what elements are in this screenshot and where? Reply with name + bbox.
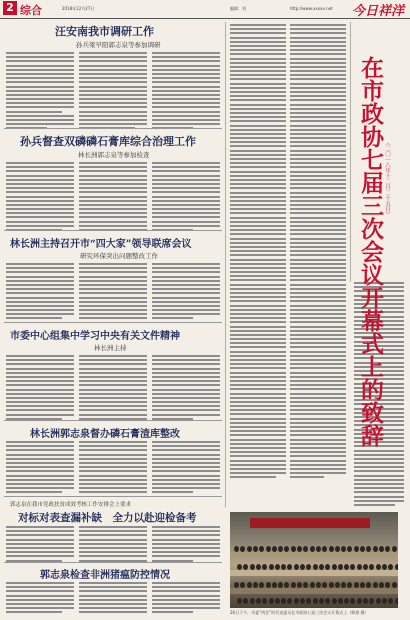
- article-1-title: 汪安南我市调研工作: [55, 25, 154, 38]
- photo-person: [379, 546, 384, 552]
- photo-person: [354, 582, 359, 588]
- speech-banner-title: 在市政协七届三次会议开幕式上的致辞: [357, 56, 383, 447]
- photo-person: [363, 598, 368, 604]
- photo-person: [291, 582, 296, 588]
- photo-person: [234, 546, 239, 552]
- photo-person: [300, 564, 305, 570]
- photo-person: [281, 598, 286, 604]
- article-2-body: [152, 162, 220, 233]
- photo-caption: 26日下午，市委“两会”时代表委员在市政协七届三次会议开幕式上（韩建 摄）: [230, 610, 369, 615]
- photo-person: [344, 598, 349, 604]
- photo-person: [291, 546, 296, 552]
- photo-person: [357, 598, 362, 604]
- speech-date: （二〇一八年十二月二十五日）: [384, 140, 390, 217]
- photo-person: [313, 564, 318, 570]
- article-4-body: [6, 355, 74, 422]
- photo-person: [316, 582, 321, 588]
- photo-person: [376, 564, 381, 570]
- photo-stage-banner: [250, 518, 370, 528]
- column-divider: [350, 22, 351, 282]
- photo-person: [360, 546, 365, 552]
- article-separator: [4, 496, 222, 497]
- article-7-body: [79, 582, 147, 616]
- photo-person: [325, 598, 330, 604]
- photo-person: [392, 546, 397, 552]
- photo-person: [294, 598, 299, 604]
- photo-person: [354, 546, 359, 552]
- photo-person: [379, 582, 384, 588]
- photo-audience-row: [230, 570, 398, 576]
- photo-person: [253, 546, 258, 552]
- article-separator: [4, 562, 222, 563]
- article-6-body: [152, 526, 220, 564]
- article-4-body: [79, 355, 147, 422]
- article-separator: [4, 128, 222, 129]
- photo-person: [335, 546, 340, 552]
- photo-person: [382, 598, 387, 604]
- photo-person: [329, 546, 334, 552]
- article-1-subtitle: 孙兵梁早阳郭志泉等参加调研: [76, 41, 161, 49]
- photo-person: [287, 598, 292, 604]
- photo-person: [376, 598, 381, 604]
- photo-person: [234, 582, 239, 588]
- photo-person: [388, 598, 393, 604]
- section-name: 综合: [20, 4, 42, 17]
- article-3-body: [152, 263, 220, 322]
- article-6-body: [6, 526, 74, 564]
- photo-person: [335, 582, 340, 588]
- issue-date: 2018年12月27日: [62, 6, 95, 11]
- photo-person: [250, 564, 255, 570]
- photo-person: [253, 582, 258, 588]
- photo-person: [313, 598, 318, 604]
- photo-person: [237, 564, 242, 570]
- photo-person: [357, 564, 362, 570]
- photo-person: [256, 564, 261, 570]
- photo-person: [395, 564, 399, 570]
- editor-text: 编辑：刘: [230, 6, 246, 11]
- meeting-photo: [230, 512, 398, 608]
- article-7-title: 郭志泉检查非洲猪瘟防控情况: [40, 570, 170, 581]
- photo-person: [319, 564, 324, 570]
- brand-logo: 今日祥洋: [351, 4, 404, 19]
- page-number: 2: [3, 1, 17, 15]
- photo-person: [275, 564, 280, 570]
- photo-person: [256, 598, 261, 604]
- article-6-body: [79, 526, 147, 564]
- photo-audience-row: [230, 552, 398, 558]
- article-4-body: [152, 355, 220, 422]
- article-4-subtitle: 林长洲主持: [94, 344, 127, 352]
- photo-person: [243, 598, 248, 604]
- photo-audience-row: [230, 588, 398, 594]
- photo-person: [272, 582, 277, 588]
- article-5-body: [152, 441, 220, 495]
- article-separator: [4, 420, 222, 421]
- column-divider: [225, 22, 226, 507]
- photo-person: [316, 546, 321, 552]
- article-2-body: [79, 162, 147, 233]
- photo-person: [250, 598, 255, 604]
- article-6-subtitle: 郭志泉在我市党政扶贫成效考核工作安排会上要求: [10, 502, 132, 508]
- photo-person: [310, 582, 315, 588]
- photo-person: [266, 546, 271, 552]
- photo-person: [247, 582, 252, 588]
- article-3-body: [6, 263, 74, 322]
- article-1-body: [152, 52, 220, 132]
- photo-person: [329, 582, 334, 588]
- photo-person: [373, 546, 378, 552]
- article-6-title: 对标对表查漏补缺 全力以赴迎检备考: [18, 512, 197, 524]
- article-5-body: [6, 441, 74, 495]
- article-5-body: [79, 441, 147, 495]
- article-separator: [4, 230, 222, 231]
- website-text: http://www.xxxxx.net: [290, 6, 333, 11]
- article-separator: [4, 322, 222, 323]
- photo-person: [297, 546, 302, 552]
- speech-body: [230, 24, 286, 480]
- photo-person: [275, 598, 280, 604]
- photo-person: [300, 598, 305, 604]
- article-3-title: 林长洲主持召开市“四大家”领导联席会议: [10, 239, 192, 250]
- photo-person: [294, 564, 299, 570]
- speech-body: [290, 24, 346, 480]
- photo-person: [363, 564, 368, 570]
- photo-person: [269, 564, 274, 570]
- photo-person: [297, 582, 302, 588]
- photo-person: [373, 582, 378, 588]
- article-7-body: [6, 582, 74, 616]
- article-2-title: 孙兵督查双磷磷石膏库综合治理工作: [20, 135, 196, 148]
- photo-person: [310, 546, 315, 552]
- photo-person: [269, 598, 274, 604]
- article-2-body: [6, 162, 74, 233]
- photo-person: [247, 546, 252, 552]
- photo-person: [272, 546, 277, 552]
- photo-person: [266, 582, 271, 588]
- photo-person: [237, 598, 242, 604]
- photo-person: [392, 582, 397, 588]
- photo-person: [332, 564, 337, 570]
- photo-person: [360, 582, 365, 588]
- photo-person: [262, 598, 267, 604]
- article-2-subtitle: 林长洲郭志泉等参加检查: [78, 151, 150, 159]
- article-5-title: 林长洲郭志泉督办磷石膏渣库整改: [30, 429, 180, 440]
- article-7-body: [152, 582, 220, 616]
- photo-person: [369, 598, 374, 604]
- photo-person: [350, 598, 355, 604]
- masthead: [0, 0, 410, 19]
- photo-person: [306, 598, 311, 604]
- photo-person: [319, 598, 324, 604]
- article-3-subtitle: 研究环保突出问题整改工作: [80, 252, 158, 260]
- photo-person: [395, 598, 399, 604]
- article-3-body: [79, 263, 147, 322]
- photo-person: [332, 598, 337, 604]
- article-4-title: 市委中心组集中学习中央有关文件精神: [10, 331, 180, 342]
- article-1-body: [6, 52, 74, 132]
- photo-person: [338, 564, 343, 570]
- article-1-body: [79, 52, 147, 132]
- photo-person: [338, 598, 343, 604]
- photo-person: [382, 564, 387, 570]
